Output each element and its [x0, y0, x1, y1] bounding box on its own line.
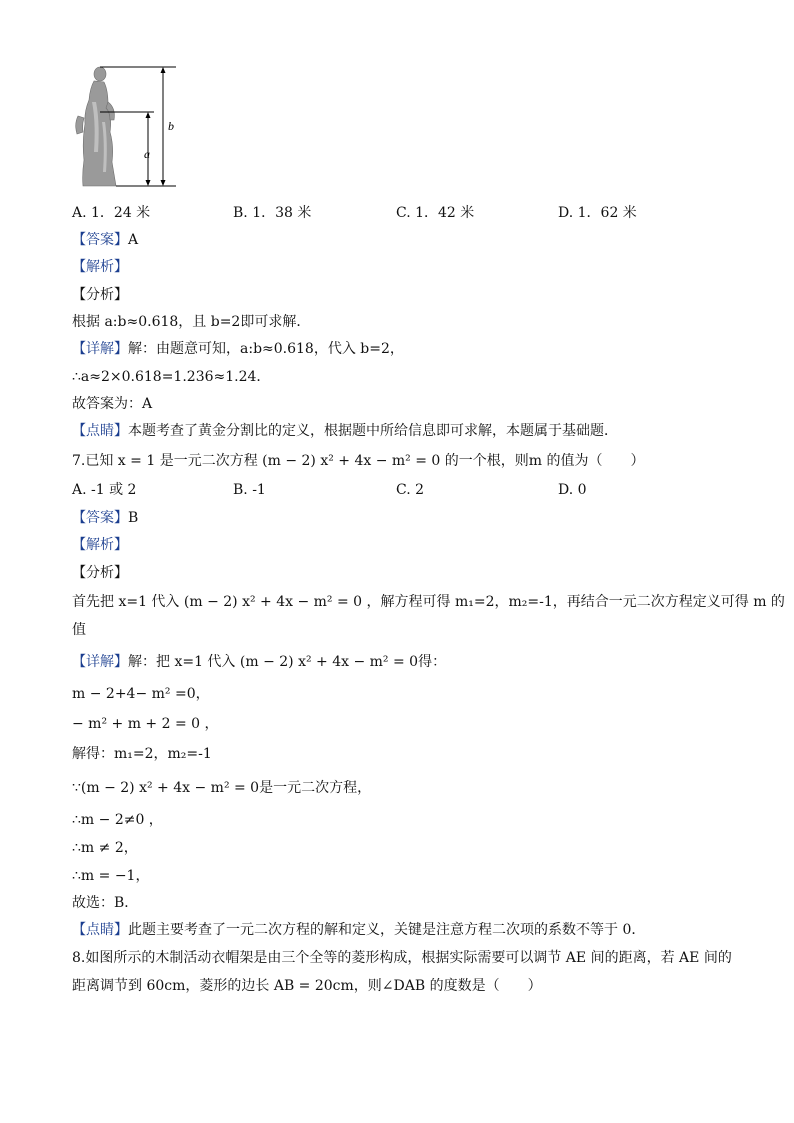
q7-option-d: D. 0 — [558, 482, 587, 498]
q7-stem: 7.已知 x = 1 是一元二次方程 (m − 2) x² + 4x − m² = 0 的一个根，则m 的值为（ ） — [72, 453, 645, 469]
q8-stem-line2: 距离调节到 60cm，菱形的边长 AB = 20cm，则∠DAB 的度数是（ ） — [72, 978, 542, 994]
q7-fenxi-line1: 首先把 x=1 代入 (m − 2) x² + 4x − m² = 0 ，解方程可得 m₁=2，m₂=-1，再结合一元二次方程定义可得 m 的 — [72, 594, 785, 610]
q6-option-a: A. 1．24 米 — [72, 205, 151, 221]
q7-fenxi-line2: 值 — [72, 622, 86, 638]
q7-step5: ∴m − 2≠0 ， — [72, 812, 163, 828]
statue-illustration — [72, 62, 184, 192]
q6-answer: A — [128, 232, 139, 248]
q6-option-b: B. 1．38 米 — [233, 205, 312, 221]
q7-step3: 解得：m₁=2，m₂=-1 — [72, 746, 212, 762]
label-b: b — [168, 119, 174, 133]
q7-option-c: C. 2 — [396, 482, 425, 498]
q7-detail-line: 【详解】解：把 x=1 代入 (m − 2) x² + 4x − m² = 0得： — [72, 654, 447, 670]
q7-option-a: A. -1 或 2 — [72, 482, 137, 498]
q7-answer-line: 【答案】B — [72, 510, 139, 526]
q7-step6: ∴m ≠ 2， — [72, 840, 138, 856]
q8-stem-line1: 8.如图所示的木制活动衣帽架是由三个全等的菱形构成，根据实际需要可以调节 AE 间的距离，若 AE 间的 — [72, 950, 732, 966]
q6-option-c: C. 1．42 米 — [396, 205, 475, 221]
q6-conclusion: 故答案为：A — [72, 396, 153, 412]
q6-comment-line: 【点睛】本题考查了黄金分割比的定义，根据题中所给信息即可求解，本题属于基础题． — [72, 423, 618, 439]
q7-conclusion: 故选：B． — [72, 895, 139, 911]
q7-step2: − m² + m + 2 = 0 ， — [72, 716, 219, 732]
q7-step1: m − 2+4− m² =0， — [72, 686, 210, 702]
label-a: a — [144, 147, 150, 161]
q7-option-b: B. -1 — [233, 482, 266, 498]
answer-tag: 【答案】 — [72, 232, 128, 248]
q6-step1: ∴a≈2×0.618=1.236≈1.24． — [72, 369, 271, 385]
q7-step7: ∴m = −1， — [72, 868, 150, 884]
q7-step4: ∵(m − 2) x² + 4x − m² = 0是一元二次方程， — [72, 780, 372, 796]
q6-fenxi-text: 根据 a:b≈0.618，且 b=2即可求解． — [72, 314, 311, 330]
statue-figure — [72, 62, 184, 196]
q7-analysis-heading: 【解析】 — [72, 537, 128, 553]
q6-answer-line — [72, 230, 138, 250]
q6-option-d: D. 1．62 米 — [558, 205, 637, 221]
q7-comment-line: 【点睛】此题主要考查了一元二次方程的解和定义，关键是注意方程二次项的系数不等于 0． — [72, 922, 646, 938]
q6-analysis-heading: 【解析】 — [72, 259, 128, 275]
q7-fenxi-heading: 【分析】 — [72, 565, 128, 581]
q6-detail-line: 【详解】解：由题意可知，a:b≈0.618，代入 b=2， — [72, 341, 404, 357]
q6-fenxi-heading: 【分析】 — [72, 287, 128, 303]
q7-answer: B — [128, 510, 139, 526]
